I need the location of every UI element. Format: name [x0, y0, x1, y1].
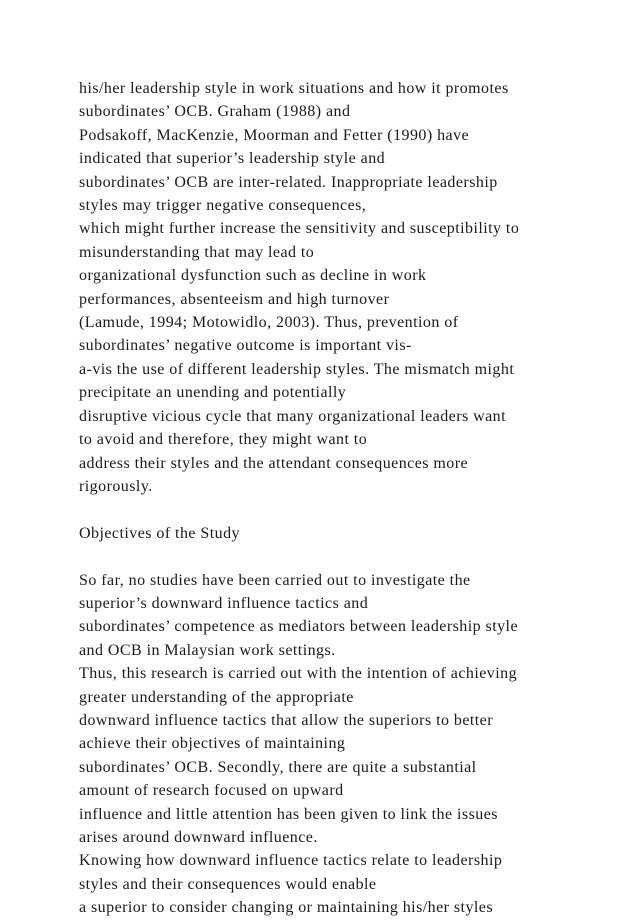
text-line: subordinates’ OCB. Graham (1988) and: [79, 103, 351, 121]
text-line: So far, no studies have been carried out to investigate the: [79, 571, 471, 589]
text-line: address their styles and the attendant consequences more: [79, 454, 469, 472]
text-line: indicated that superior’s leadership style and: [79, 150, 386, 168]
text-line: a superior to consider changing or maintaining his/her styles: [79, 899, 494, 917]
paragraph-gap: [79, 545, 579, 568]
text-line: precipitate an unending and potentially: [79, 384, 347, 402]
text-line: disruptive vicious cycle that many organizational leaders want: [79, 407, 507, 425]
text-line: which might further increase the sensitivity and susceptibility to: [79, 220, 520, 238]
text-line: styles and their consequences would enable: [79, 875, 377, 893]
text-line: his/her leadership style in work situations and how it promotes: [79, 80, 509, 97]
text-line: rigorously.: [79, 477, 153, 495]
text-line: (Lamude, 1994; Motowidlo, 2003). Thus, prevention of: [79, 314, 459, 332]
text-line: arises around downward influence.: [79, 828, 318, 846]
text-line: Knowing how downward influence tactics relate to leadership: [79, 852, 503, 870]
text-line: styles may trigger negative consequences,: [79, 197, 367, 215]
body-paragraph: [79, 569, 579, 920]
body-paragraph: [79, 77, 579, 498]
text-line: achieve their objectives of maintaining: [79, 735, 346, 753]
paragraph-gap: [79, 498, 579, 521]
text-line: subordinates’ OCB are inter-related. Inappropriate leadership: [79, 173, 498, 191]
text-line: and OCB in Malaysian work settings.: [79, 641, 336, 659]
text-line: Thus, this research is carried out with the intention of achieving: [79, 665, 518, 683]
text-line: Podsakoff, MacKenzie, Moorman and Fetter (1990) have: [79, 126, 470, 144]
section-heading: Objectives of the Study: [79, 524, 240, 542]
text-line: influence and little attention has been given to link the issues: [79, 805, 498, 823]
text-line: a-vis the use of different leadership styles. The mismatch might: [79, 360, 515, 378]
text-line: greater understanding of the appropriate: [79, 688, 354, 706]
text-line: subordinates’ negative outcome is important vis-: [79, 337, 412, 355]
text-line: misunderstanding that may lead to: [79, 243, 315, 261]
text-line: amount of research focused on upward: [79, 782, 344, 800]
text-line: to avoid and therefore, they might want to: [79, 431, 368, 449]
document-body: [79, 77, 579, 920]
text-line: subordinates’ OCB. Secondly, there are quite a substantial: [79, 758, 477, 776]
text-line: downward influence tactics that allow the superiors to better: [79, 711, 493, 729]
text-line: performances, absenteeism and high turnover: [79, 290, 390, 308]
text-line: organizational dysfunction such as decline in work: [79, 267, 427, 285]
text-line: subordinates’ competence as mediators between leadership style: [79, 618, 519, 636]
text-line: superior’s downward influence tactics and: [79, 594, 369, 612]
